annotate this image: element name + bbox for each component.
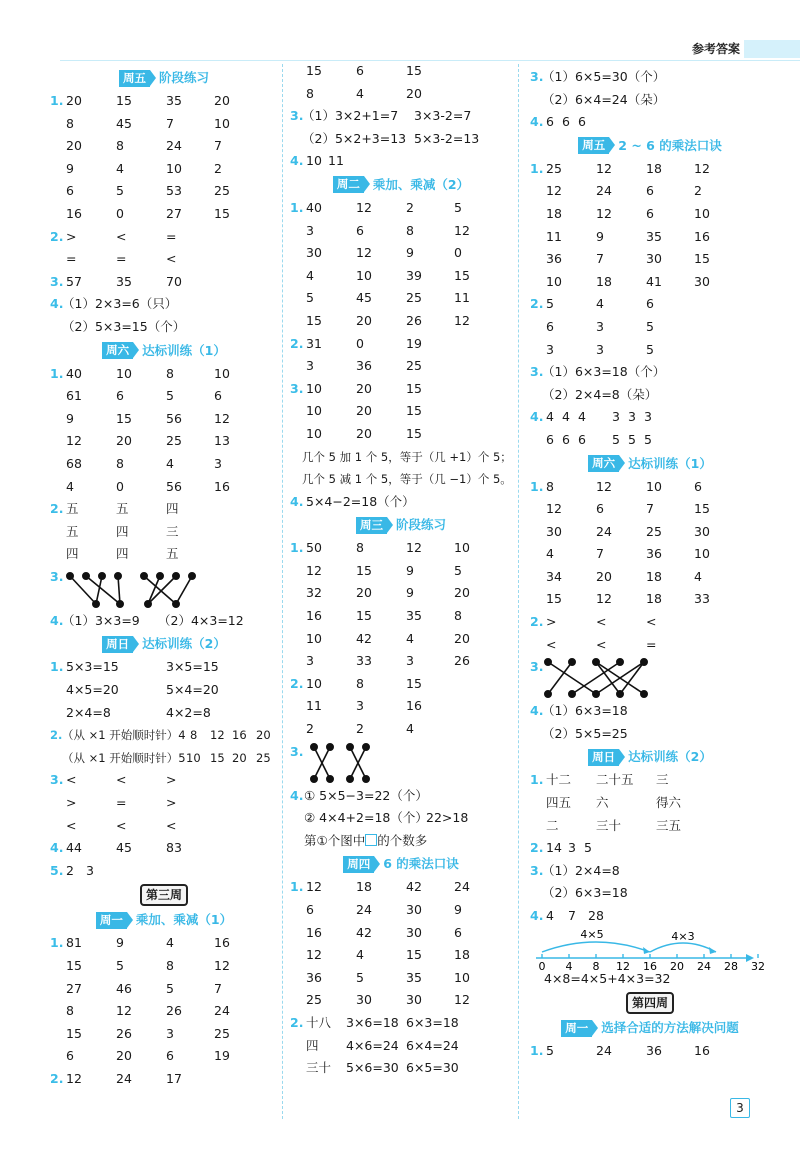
answer-q3-matching: 3. <box>50 566 278 610</box>
answer-q4: 4. 4 4 4 3 3 3 6 6 6 5 5 5 <box>530 409 652 447</box>
section-heading <box>530 745 770 769</box>
answer-q1: 1. 50 8 12 10 12 15 9 5 32 20 9 20 16 15 35 8 10 42 4 20 3 33 3 26 <box>290 540 470 669</box>
day-tag: 周日 <box>102 636 133 653</box>
section-heading <box>50 66 278 90</box>
answer-q2: 2. 12 24 17 <box>50 1070 182 1086</box>
section-title: 达标训练（2） <box>142 636 226 652</box>
section-title: 达标训练（1） <box>142 342 226 358</box>
number-line-diagram <box>530 927 765 973</box>
answer-q4: 4. 5×4−2=18（个） <box>290 493 415 509</box>
answer-q1: 1. 5 24 36 16 <box>530 1043 710 1059</box>
tick-label: 32 <box>751 959 765 973</box>
section-heading <box>50 632 278 656</box>
answer-q3-matching: 3. <box>290 741 512 785</box>
answer-q4: 4. 10 11 <box>290 153 344 169</box>
section-title: 2 ~ 6 的乘法口诀 <box>618 137 722 153</box>
answer-q2: 2. 十八 3×6=18 6×3=18 四 4×6=24 6×4=24 三十 5×6=30 6×5=30 <box>290 1014 459 1076</box>
answer-q3: 3. （1）6×5=30（个） （2）6×4=24（朵） <box>530 69 666 107</box>
section-heading <box>290 513 512 537</box>
day-tag: 周四 <box>343 856 374 873</box>
section-heading <box>530 452 770 476</box>
arc-label-1: 4×5 <box>580 927 604 941</box>
matching-diagram <box>66 566 216 610</box>
answer-q3: 3. （1）2×4=8 （2）6×3=18 <box>530 862 628 901</box>
answer-q4: 4. 4 7 28 0 4 8 12 16 20 24 28 32 4×5 4×3 4×8=4×5+4×3=32 <box>530 905 770 990</box>
matching-diagram <box>544 656 654 700</box>
header-accent-bar <box>744 40 800 58</box>
answer-q2: 2. > < = = = < <box>50 228 177 267</box>
tick-label: 4 <box>565 959 573 973</box>
answer-q3: 3. 57 35 70 <box>50 273 182 289</box>
tick-label: 12 <box>616 959 630 973</box>
column-1 <box>50 66 278 1091</box>
day-tag: 周一 <box>561 1020 592 1037</box>
section-title: 乘加、乘减（2） <box>372 176 470 192</box>
number-line <box>530 928 770 972</box>
day-tag: 周一 <box>96 912 127 929</box>
arrow-head-1 <box>643 947 650 954</box>
answer-q4: 4. （1）6×3=18 （2）5×5=25 <box>530 703 628 741</box>
answer-q4: 4. ① 5×5−3=22（个） ② 4×4+2=18（个） 22>18 第①个图中 的个数多 <box>290 787 469 848</box>
section-heading <box>50 339 278 363</box>
answer-q1: 1. 20 15 35 20 8 45 7 10 20 8 24 7 9 4 10 2 6 5 53 25 16 0 27 15 <box>50 93 230 221</box>
tick-label: 8 <box>592 959 600 973</box>
answer-q2: 2. （从 ×1 开始顺时针）4 8 12 16 20 （从 ×1 开始顺时针）5 10 15 20 25 <box>50 728 271 765</box>
day-tag: 周六 <box>102 342 133 359</box>
section-title: 达标训练（2） <box>628 749 712 765</box>
day-tag: 周五 <box>578 137 609 154</box>
column-divider-1 <box>282 64 283 1119</box>
section-heading <box>50 908 278 932</box>
tick-label: 20 <box>670 959 684 973</box>
column-2: 15 6 15 8 4 20 3. （1）3×2+1=7 3×3-2=7 （2）5×2+3=13 5×3-2=13 4. 10 11 周二 乘加、乘减（2） 1. 40 12 2 5 3 6 8 12 30 12 9 0 4 10 39 15 5 45 25 11 15 20 26 12 2. 31 0 19 3 36 25 3. 10 20 15 10 20 15 10 20 15 几个 5 加 1 个 5，等于（几 +1）个 5； 几个 5 减 1 个 5，等于（几 −1）个 5。 4. 5×4−2=18（个） 周三 阶段练习 1. 50 8 12 10 12 15 9 5 32 20 9 20 16 15 35 8 10 42 4 20 3 33 3 26 2. 10 8 15 11 3 16 2 2 4 3. 4. ① 5×5−3=22（个） ② 4×4+2=18（个） 22>18 第①个图中 的个数多 周四 6 的乘法口诀 1. 12 18 42 24 6 24 30 9 16 42 30 6 12 4 15 18 36 5 35 10 25 30 30 12 2. 十八 3×6=18 6×3=18 四 4×6=24 6×4=24 三十 5×6=30 6×5=30 <box>290 60 512 1080</box>
section-title: 阶段练习 <box>158 70 209 85</box>
week-label: 第四周 <box>626 992 674 1014</box>
answer-q3: 3. （1）6×3=18（个） （2）2×4=8（朵） <box>530 364 666 402</box>
matching-diagram <box>308 741 388 785</box>
day-tag: 周二 <box>333 176 364 193</box>
answer-q3: 3. 10 20 15 10 20 15 10 20 15 几个 5 加 1 个 5，等于（几 +1）个 5； 几个 5 减 1 个 5，等于（几 −1）个 5。 <box>290 380 512 487</box>
answer-q1: 1. 40 12 2 5 3 6 8 12 30 12 9 0 4 10 39 15 5 45 25 11 15 20 26 12 <box>290 199 470 328</box>
answer-q4: 4. （1）3×3=9 （2）4×3=12 <box>50 612 244 628</box>
section-title: 阶段练习 <box>395 517 446 533</box>
day-tag: 周日 <box>588 749 619 766</box>
answer-q1: 1. 十二 二十五 三 四五 六 得六 二 三十 三五 <box>530 772 682 833</box>
answer-q3: 3. < < > > = > < < < <box>50 772 177 833</box>
answer-q2: 2. 14 3 5 <box>530 840 592 856</box>
answer-q3: 3. （1）3×2+1=7 3×3-2=7 （2）5×2+3=13 5×3-2=13 <box>290 108 480 146</box>
tick-label: 0 <box>538 959 546 973</box>
answer-q3-matching: 3. <box>530 656 770 700</box>
page-number: 3 <box>730 1098 750 1118</box>
section-heading <box>530 134 770 158</box>
tick-label: 16 <box>643 959 657 973</box>
arrow-head-2 <box>709 947 716 954</box>
answer-q5: 5. 2 3 <box>50 862 94 878</box>
day-tag: 周六 <box>588 455 619 472</box>
answer-q1: 1. 12 18 42 24 6 24 30 9 16 42 30 6 12 4 15 18 36 5 35 10 25 30 30 12 <box>290 879 470 1008</box>
column-3 <box>530 66 770 1063</box>
section-heading <box>290 852 512 876</box>
arc-1 <box>542 942 650 952</box>
week-heading <box>530 990 770 1016</box>
day-tag: 周三 <box>356 517 387 534</box>
answer-q1: 1. 25 12 18 12 12 24 6 2 18 12 6 10 11 9 35 16 36 7 30 15 10 18 41 30 <box>530 160 710 289</box>
section-title: 选择合适的方法解决问题 <box>601 1020 739 1036</box>
answer-q1: 1. 40 10 8 10 61 6 5 6 9 15 56 12 12 20 25 13 68 8 4 3 4 0 56 16 <box>50 365 230 494</box>
column-divider-2 <box>518 64 519 1119</box>
tick-label: 28 <box>724 959 738 973</box>
answer-q2: 2. 10 8 15 11 3 16 2 2 4 <box>290 675 422 737</box>
section-title: 乘加、乘减（1） <box>135 912 233 928</box>
answer-q2: 2. 5 4 6 6 3 5 3 3 5 <box>530 296 654 357</box>
section-title: 6 的乘法口诀 <box>383 856 459 872</box>
week-heading <box>50 882 278 908</box>
answer-q1: 1. 5×3=15 3×5=15 4×5=20 5×4=20 2×4=8 4×2=8 <box>50 659 219 720</box>
header-label: 参考答案 <box>691 42 740 56</box>
section-heading <box>530 1016 770 1040</box>
section-title: 达标训练（1） <box>628 455 712 471</box>
tick-label: 24 <box>697 959 711 973</box>
section-heading <box>290 173 512 197</box>
answer-q1: 1. 8 12 10 6 12 6 7 15 30 24 25 30 4 7 36 10 34 20 18 4 15 12 18 33 <box>530 478 710 607</box>
answer-q2: 2. > < < < < = <box>530 614 657 652</box>
arc-2 <box>650 943 716 952</box>
week-label: 第三周 <box>140 884 188 906</box>
day-tag: 周五 <box>119 70 150 87</box>
square-icon <box>365 834 377 846</box>
answer-q1: 1. 81 9 4 16 15 5 8 12 27 46 5 7 8 12 26 24 15 26 3 25 6 20 6 19 <box>50 935 230 1064</box>
answer-q2: 2. 31 0 19 3 36 25 <box>290 335 422 374</box>
answer-q4: 4. 6 6 6 <box>530 114 586 130</box>
answer-q4: 4. （1）2×3=6（只） （2）5×3=15（个） <box>50 296 186 334</box>
arc-label-2: 4×3 <box>671 929 695 943</box>
answer-q2: 2. 五 五 四 五 四 三 四 四 五 <box>50 501 179 562</box>
answer-q4: 4. 44 45 83 <box>50 840 182 856</box>
